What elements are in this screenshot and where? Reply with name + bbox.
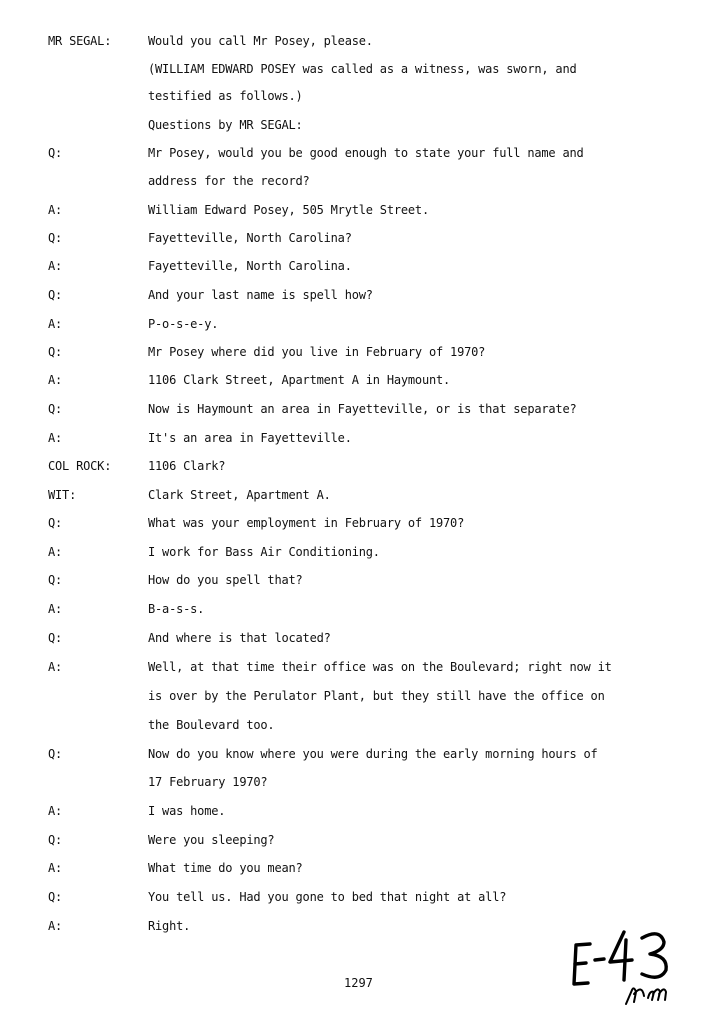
- handwritten-exhibit-mark-icon: [568, 924, 688, 1006]
- speaker-label: Q:: [48, 747, 63, 761]
- speaker-label: WIT:: [48, 488, 77, 502]
- line-text: Were you sleeping?: [148, 833, 275, 847]
- line-text: is over by the Perulator Plant, but they still have the office on: [148, 689, 605, 703]
- transcript-line: [0, 718, 720, 738]
- transcript-line: [0, 890, 720, 910]
- transcript-line: [0, 775, 720, 795]
- line-text: Now do you know where you were during the early morning hours of: [148, 747, 598, 761]
- transcript-line: [0, 118, 720, 138]
- transcript-line: [0, 861, 720, 881]
- line-text: 1106 Clark?: [148, 459, 226, 473]
- line-text: Fayetteville, North Carolina.: [148, 259, 352, 273]
- line-text: And where is that located?: [148, 631, 331, 645]
- speaker-label: MR SEGAL:: [48, 34, 112, 48]
- speaker-label: A:: [48, 203, 63, 217]
- line-text: Mr Posey, would you be good enough to state your full name and: [148, 146, 584, 160]
- line-text: testified as follows.): [148, 89, 303, 103]
- speaker-label: Q:: [48, 146, 63, 160]
- speaker-label: Q:: [48, 833, 63, 847]
- transcript-line: [0, 34, 720, 54]
- transcript-line: [0, 231, 720, 251]
- speaker-label: A:: [48, 919, 63, 933]
- transcript-line: [0, 804, 720, 824]
- line-text: 17 February 1970?: [148, 775, 268, 789]
- speaker-label: Q:: [48, 402, 63, 416]
- line-text: the Boulevard too.: [148, 718, 275, 732]
- line-text: Well, at that time their office was on the Boulevard; right now it: [148, 660, 612, 674]
- transcript-line: [0, 660, 720, 680]
- transcript-line: [0, 459, 720, 479]
- transcript-line: [0, 516, 720, 536]
- speaker-label: Q:: [48, 516, 63, 530]
- speaker-label: A:: [48, 660, 63, 674]
- speaker-label: A:: [48, 373, 63, 387]
- transcript-line: [0, 545, 720, 565]
- speaker-label: Q:: [48, 573, 63, 587]
- line-text: B-a-s-s.: [148, 602, 205, 616]
- speaker-label: Q:: [48, 231, 63, 245]
- line-text: I was home.: [148, 804, 226, 818]
- transcript-line: [0, 288, 720, 308]
- line-text: You tell us. Had you gone to bed that night at all?: [148, 890, 507, 904]
- transcript-line: [0, 689, 720, 709]
- transcript-line: [0, 402, 720, 422]
- transcript-line: [0, 89, 720, 109]
- speaker-label: A:: [48, 602, 63, 616]
- speaker-label: Q:: [48, 288, 63, 302]
- transcript-line: [0, 146, 720, 166]
- speaker-label: A:: [48, 317, 63, 331]
- line-text: I work for Bass Air Conditioning.: [148, 545, 380, 559]
- line-text: 1106 Clark Street, Apartment A in Haymount.: [148, 373, 451, 387]
- speaker-label: A:: [48, 861, 63, 875]
- line-text: William Edward Posey, 505 Mrytle Street.: [148, 203, 429, 217]
- transcript-line: [0, 747, 720, 767]
- transcript-line: [0, 488, 720, 508]
- transcript-line: [0, 203, 720, 223]
- line-text: What was your employment in February of 1970?: [148, 516, 465, 530]
- line-text: Clark Street, Apartment A.: [148, 488, 331, 502]
- speaker-label: Q:: [48, 631, 63, 645]
- line-text: It's an area in Fayetteville.: [148, 431, 352, 445]
- transcript-line: [0, 573, 720, 593]
- transcript-line: [0, 833, 720, 853]
- transcript-line: [0, 631, 720, 651]
- line-text: Fayetteville, North Carolina?: [148, 231, 352, 245]
- transcript-line: [0, 373, 720, 393]
- speaker-label: A:: [48, 431, 63, 445]
- transcript-line: [0, 431, 720, 451]
- transcript-line: [0, 62, 720, 82]
- transcript-line: [0, 174, 720, 194]
- speaker-label: A:: [48, 804, 63, 818]
- line-text: What time do you mean?: [148, 861, 303, 875]
- line-text: And your last name is spell how?: [148, 288, 373, 302]
- transcript-line: [0, 317, 720, 337]
- line-text: Now is Haymount an area in Fayetteville, or is that separate?: [148, 402, 577, 416]
- line-text: Mr Posey where did you live in February of 1970?: [148, 345, 486, 359]
- speaker-label: A:: [48, 545, 63, 559]
- line-text: Right.: [148, 919, 191, 933]
- line-text: (WILLIAM EDWARD POSEY was called as a witness, was sworn, and: [148, 62, 577, 76]
- transcript-line: [0, 602, 720, 622]
- speaker-label: Q:: [48, 345, 63, 359]
- line-text: address for the record?: [148, 174, 310, 188]
- transcript-line: [0, 345, 720, 365]
- line-text: Would you call Mr Posey, please.: [148, 34, 373, 48]
- line-text: How do you spell that?: [148, 573, 303, 587]
- transcript-line: [0, 259, 720, 279]
- speaker-label: COL ROCK:: [48, 459, 112, 473]
- page-number: 1297: [344, 976, 373, 990]
- line-text: Questions by MR SEGAL:: [148, 118, 303, 132]
- line-text: P-o-s-e-y.: [148, 317, 219, 331]
- speaker-label: A:: [48, 259, 63, 273]
- speaker-label: Q:: [48, 890, 63, 904]
